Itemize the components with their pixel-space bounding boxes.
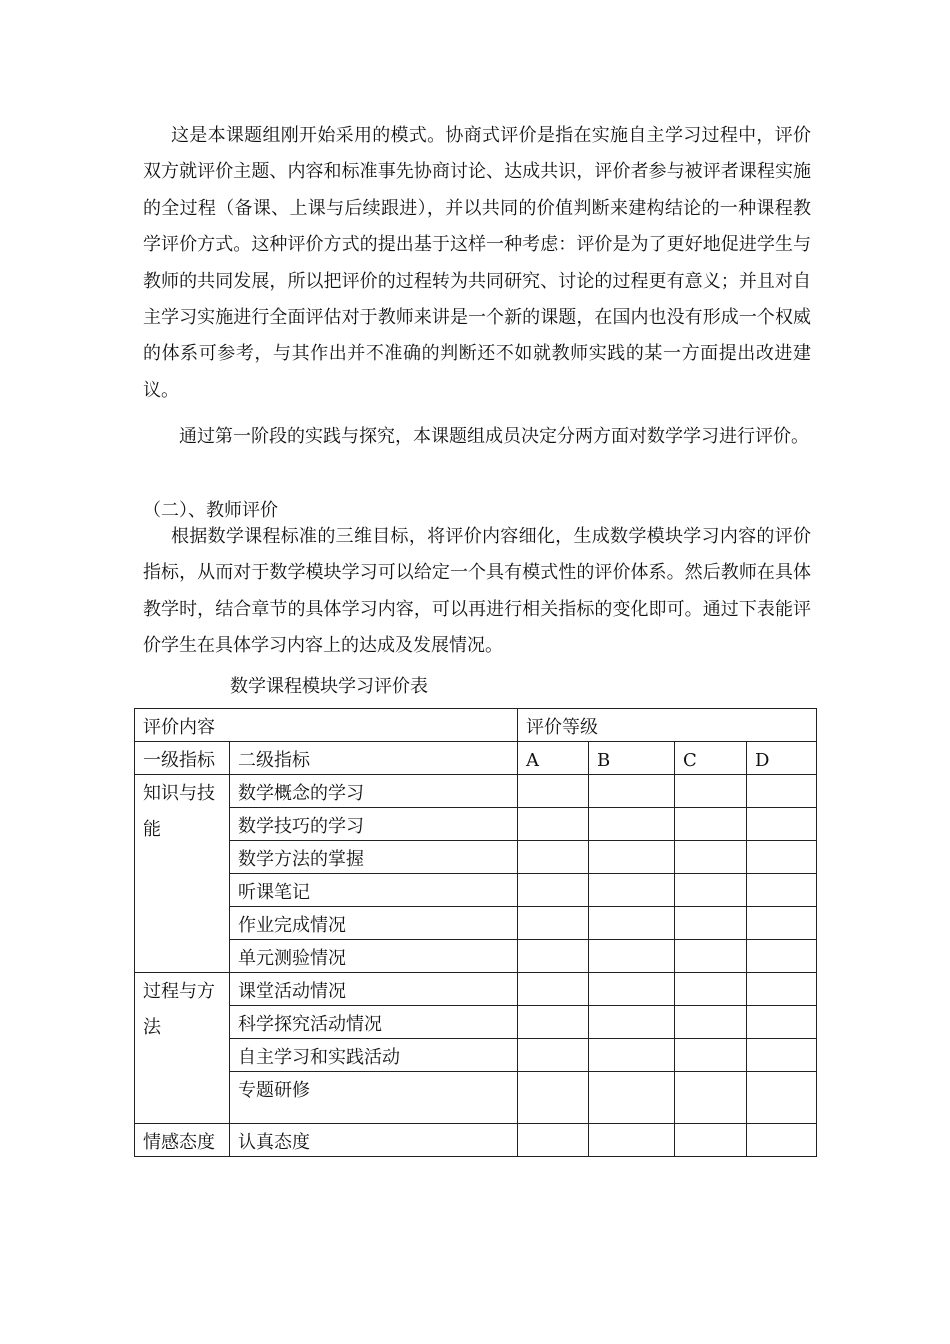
grade-cell (747, 808, 817, 841)
grade-cell (675, 874, 747, 907)
grade-b-header: B (589, 742, 675, 775)
level2-item: 自主学习和实践活动 (230, 1039, 518, 1072)
grade-cell (589, 1039, 675, 1072)
grade-cell (747, 907, 817, 940)
grade-cell (589, 907, 675, 940)
grade-a-header: A (518, 742, 589, 775)
grade-cell (518, 1039, 589, 1072)
grade-cell (518, 1072, 589, 1124)
grade-cell (747, 775, 817, 808)
table-row (135, 775, 817, 808)
grade-cell (747, 973, 817, 1006)
grade-cell (589, 973, 675, 1006)
grade-cell (589, 940, 675, 973)
table-caption: 数学课程模块学习评价表 (230, 676, 428, 697)
table-row (135, 973, 817, 1006)
paragraph-two-aspects: 通过第一阶段的实践与探究，本课题组成员决定分两方面对数学学习进行评价。 (179, 426, 809, 447)
grade-cell (589, 775, 675, 808)
table-row (135, 1006, 817, 1039)
table-row (135, 808, 817, 841)
table-row (135, 1039, 817, 1072)
grade-cell (589, 1006, 675, 1039)
grade-cell (518, 775, 589, 808)
level1-process-method: 过程与方法 (135, 973, 230, 1124)
grade-cell (675, 841, 747, 874)
grade-cell (747, 874, 817, 907)
evaluation-table (134, 708, 817, 1157)
grade-cell (675, 907, 747, 940)
grade-cell (518, 841, 589, 874)
grade-cell (518, 973, 589, 1006)
level1-attitude: 情感态度 (135, 1124, 230, 1157)
grade-cell (589, 1072, 675, 1124)
table-row (135, 874, 817, 907)
paragraph-curriculum-standards: 根据数学课程标准的三维目标，将评价内容细化，生成数学模块学习内容的评价指标，从而对于数学模块学习可以给定一个具有模式性的评价体系。然后教师在具体教学时，结合章节的具体学习内容，可以再进行相关指标的变化即可。通过下表能评价学生在具体学习内容上的达成及发展情况。 (143, 526, 811, 657)
grade-cell (589, 874, 675, 907)
grade-cell (675, 1124, 747, 1157)
table-row (135, 1072, 817, 1124)
grade-cell (518, 907, 589, 940)
grade-cell (675, 940, 747, 973)
level2-item: 数学方法的掌握 (230, 841, 518, 874)
table-row (135, 940, 817, 973)
table-row (135, 1124, 817, 1157)
section-heading-teacher-evaluation: （二）、教师评价 (143, 500, 278, 521)
level2-item: 课堂活动情况 (230, 973, 518, 1006)
col-level2-header: 二级指标 (230, 742, 518, 775)
grade-cell (675, 775, 747, 808)
grade-cell (589, 808, 675, 841)
grade-c-header: C (675, 742, 747, 775)
level2-item: 认真态度 (230, 1124, 518, 1157)
grade-cell (518, 874, 589, 907)
table-row (135, 841, 817, 874)
grade-cell (747, 1006, 817, 1039)
grade-cell (675, 808, 747, 841)
grade-cell (747, 841, 817, 874)
grade-cell (518, 1124, 589, 1157)
level2-item: 作业完成情况 (230, 907, 518, 940)
grade-cell (675, 1006, 747, 1039)
header-grade: 评价等级 (518, 709, 817, 742)
grade-cell (747, 940, 817, 973)
table-subheader-row (135, 742, 817, 775)
grade-cell (518, 940, 589, 973)
grade-cell (747, 1072, 817, 1124)
level1-knowledge-skills: 知识与技能 (135, 775, 230, 973)
grade-cell (589, 841, 675, 874)
level2-item: 专题研修 (230, 1072, 518, 1124)
table-row (135, 907, 817, 940)
grade-cell (518, 1006, 589, 1039)
grade-d-header: D (747, 742, 817, 775)
grade-cell (589, 1124, 675, 1157)
grade-cell (675, 1072, 747, 1124)
level2-item: 数学技巧的学习 (230, 808, 518, 841)
col-level1-header: 一级指标 (135, 742, 230, 775)
table-header-row (135, 709, 817, 742)
header-content: 评价内容 (135, 709, 518, 742)
paragraph-negotiated-evaluation: 这是本课题组刚开始采用的模式。协商式评价是指在实施自主学习过程中，评价双方就评价主题、内容和标准事先协商讨论、达成共识，评价者参与被评者课程实施的全过程（备课、上课与后续跟进），并以共同的价值判断来建构结论的一种课程教学评价方式。这种评价方式的提出基于这样一种考虑：评价是为了更好地促进学生与教师的共同发展，所以把评价的过程转为共同研究、讨论的过程更有意义；并且对自主学习实施进行全面评估对于教师来讲是一个新的课题，在国内也没有形成一个权威的体系可参考，与其作出并不准确的判断还不如就教师实践的某一方面提出改进建议。 (143, 125, 811, 401)
level2-item: 数学概念的学习 (230, 775, 518, 808)
level2-item: 科学探究活动情况 (230, 1006, 518, 1039)
grade-cell (747, 1039, 817, 1072)
grade-cell (675, 1039, 747, 1072)
level2-item: 听课笔记 (230, 874, 518, 907)
grade-cell (675, 973, 747, 1006)
grade-cell (518, 808, 589, 841)
level2-item: 单元测验情况 (230, 940, 518, 973)
grade-cell (747, 1124, 817, 1157)
